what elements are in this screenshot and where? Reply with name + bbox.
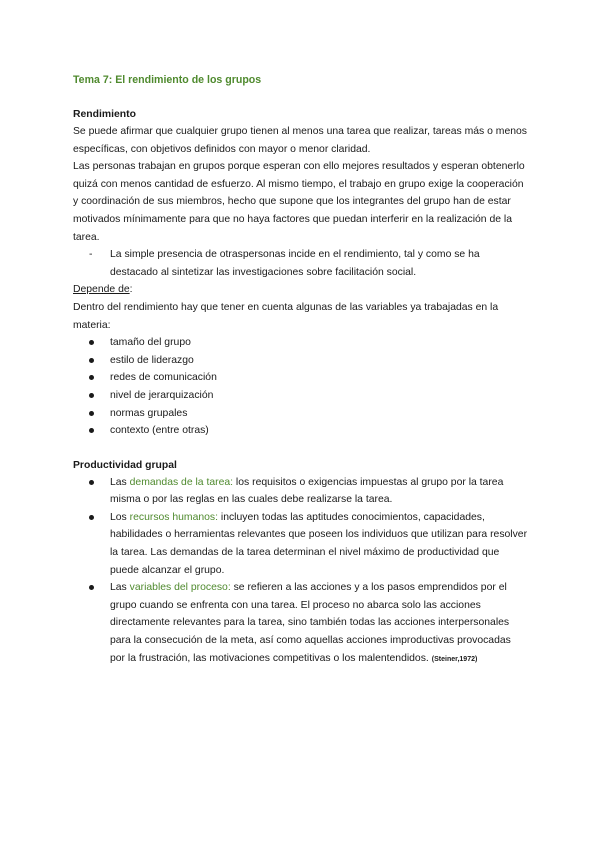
section-heading-rendimiento: Rendimiento [73,109,136,120]
list-item: redes de comunicación [73,369,528,387]
item-prefix: Las [110,476,130,488]
page-title: Tema 7: El rendimiento de los grupos [73,74,262,86]
factors-list [73,334,528,440]
item-text: se refieren a las acciones y a los pasos emprendidos por el grupo cuando se enfrenta con una tarea. El proceso no abarca solo las acciones directamente relevantes para la tarea, sino también todas las acciones interpersonales para la consecución de la meta, así como aquellas acciones improductivas provocadas por la frustración, las motivaciones competitivas o los malentendidos. [110,582,511,664]
section-heading-productividad: Productividad grupal [73,459,177,471]
dash-list-item: - La simple presencia de otraspersonas incide en el rendimiento, tal y como se ha destacado al sintetizar las investigaciones sobre facilitación social. [73,246,528,281]
item-text: incluyen todas las aptitudes conocimientos, capacidades, habilidades o herramientas relevantes que poseen los individuos que utilizan para resolver la tarea. Las demandas de la tarea determinan el nivel máximo de productividad que puede alcanzar el grupo. [110,511,528,576]
term-recursos: recursos humanos: [129,511,219,523]
term-variables: variables del proceso: [129,582,231,594]
term-demandas: demandas de la tarea: [129,476,234,488]
dash-list [73,246,528,281]
depende-de-colon: : [129,284,133,296]
item-prefix: Los [110,511,130,523]
item-text: los requisitos o exigencias impuestas al grupo por la tarea misma o por las reglas en las cuales debe realizarse la tarea. [110,476,504,506]
depende-de-text: Depende de [73,284,130,296]
list-item-variables [73,579,528,668]
item-prefix: Las [110,582,130,594]
list-item-demandas [73,474,528,509]
list-item: nivel de jerarquización [73,387,528,405]
list-item-recursos [73,509,528,579]
list-item: tamaño del grupo [73,334,528,352]
paragraph-variables-intro: Dentro del rendimiento hay que tener en cuenta algunas de las variables ya trabajadas en la materia: [73,301,499,331]
depende-de-label [73,281,528,299]
list-item: normas grupales [73,405,528,423]
list-item: contexto (entre otras) [73,422,528,440]
spacer [73,440,528,457]
paragraph-rendimiento-1: Se puede afirmar que cualquier grupo tienen al menos una tarea que realizar, tareas más o menos específicas, con objetivos definidos con mayor o menor claridad. [73,126,527,155]
citation: (Steiner,1972) [431,655,478,663]
productividad-list [73,474,528,669]
list-item: estilo de liderazgo [73,352,528,370]
paragraph-rendimiento-2: Las personas trabajan en grupos porque esperan con ello mejores resultados y esperan obtenerlo quizá con menos cantidad de esfuerzo. Al mismo tiempo, el trabajo en grupo exige la cooperación y coordinación de sus miembros, hecho que supone que los integrantes del grupo han de estar motivados mínimamente para que no haya factores que puedan interferir en la realización de la tarea. [73,161,525,243]
